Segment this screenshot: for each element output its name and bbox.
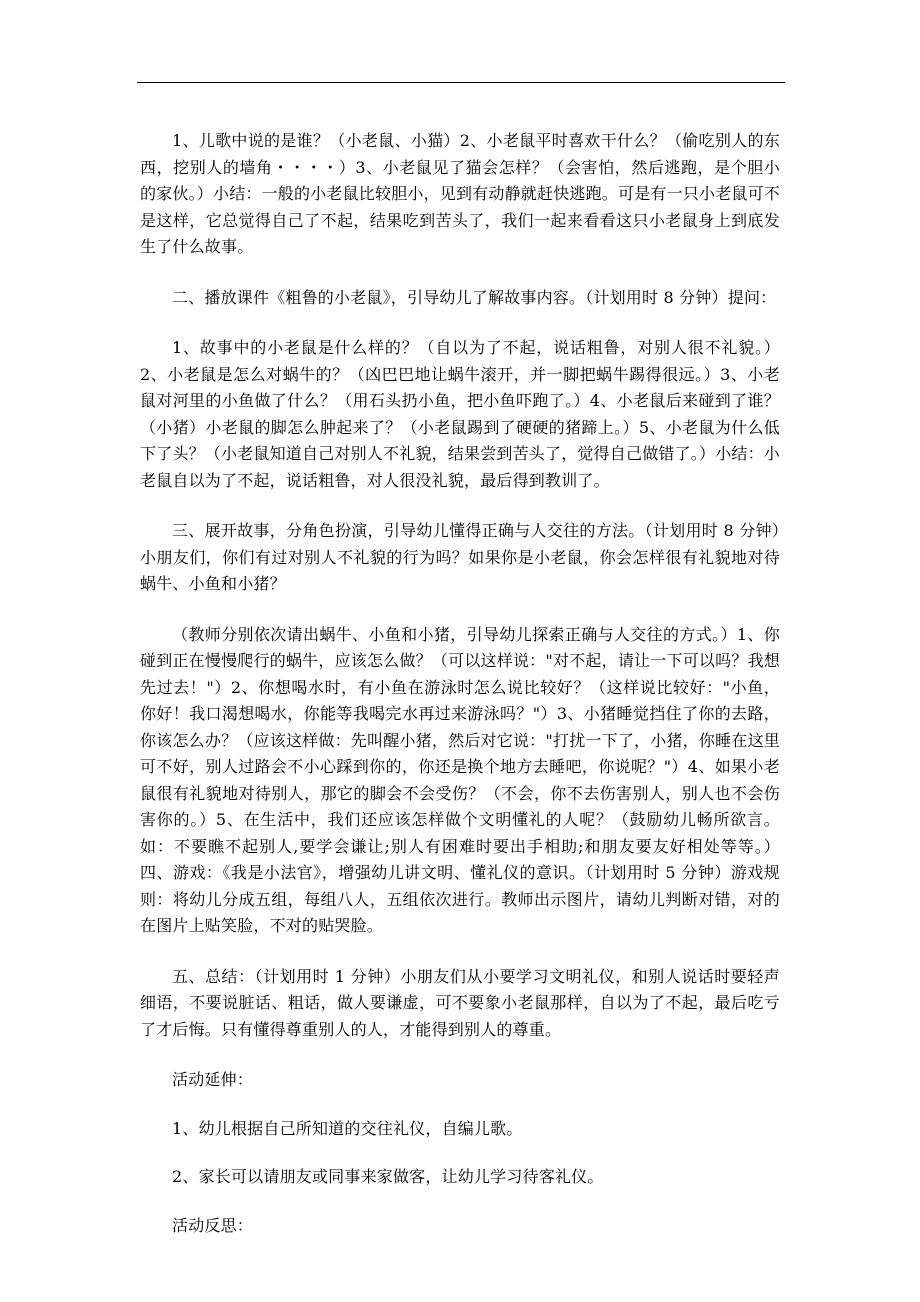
paragraph-extension-heading: 活动延伸： [172, 1070, 254, 1089]
paragraph-section-two-heading: 二、播放课件《粗鲁的小老鼠》，引导幼儿了解故事内容。（计划用时 8 分钟）提问： [172, 287, 777, 307]
paragraph-section-three: 三、展开故事，分角色扮演，引导幼儿懂得正确与人交往的方法。（计划用时 8 分钟）小朋友们，你们有过对别人不礼貌的行为吗？如果你是小老鼠，你会怎样很有礼貌地对待蜗牛、小鱼和小猪？ [140, 521, 780, 593]
paragraph-story-questions: 1、故事中的小老鼠是什么样的？（自以为了不起，说话粗鲁，对别人很不礼貌。）2、小老鼠是怎么对蜗牛的？（凶巴巴地让蜗牛滚开，并一脚把蜗牛踢得很远。）3、小老鼠对河里的小鱼做了什么？（用石头扔小鱼，把小鱼吓跑了。）4、小老鼠后来碰到了谁？（小猪）小老鼠的脚怎么肿起来了？（小老鼠踢到了硬硬的猪蹄上。）5、小老鼠为什么低下了头？（小老鼠知道自己对别人不礼貌，结果尝到苦头了，觉得自己做错了。）小结：小老鼠自以为了不起，说话粗鲁，对人很没礼貌，最后得到教训了。 [140, 338, 781, 490]
paragraph-role-play: （教师分别依次请出蜗牛、小鱼和小猪，引导幼儿探索正确与人交往的方式。）1、你碰到正在慢慢爬行的蜗牛，应该怎么做？（可以这样说："对不起，请让一下可以吗？我想先过去！"）2、你想喝水时，有小鱼在游泳时怎么说比较好？（这样说比较好："小鱼，你好！我口渴想喝水，你能等我喝完水再过来游泳吗？"）3、小猪睡觉挡住了你的去路，你该怎么办？（应该这样做：先叫醒小猪，然后对它说："打扰一下了，小猪，你睡在这里可不好，别人过路会不小心踩到你的，你还是换个地方去睡吧，你说呢？"）4、如果小老鼠很有礼貌地对待别人，那它的脚会不会受伤？（不会，你不去伤害别人，别人也不会伤害你的。）5、在生活中，我们还应该怎样做个文明懂礼的人呢？（鼓励幼儿畅所欲言。如：不要瞧不起别人,要学会谦让;别人有困难时要出手相助;和朋友要友好相处等等。）四、游戏：《我是小法官》，增强幼儿讲文明、懂礼仪的意识。（计划用时 5 分钟）游戏规则：将幼儿分成五组，每组八人，五组依次进行。教师出示图片，请幼儿判断对错，对的在图片上贴笑脸，不对的贴哭脸。 [140, 624, 780, 935]
paragraph-nursery-rhyme-questions: 1、儿歌中说的是谁？（小老鼠、小猫）2、小老鼠平时喜欢干什么？（偷吃别人的东西，挖别人的墙角・・・・）3、小老鼠见了猫会怎样？（会害怕，然后逃跑，是个胆小的家伙。）小结：一般的小老鼠比较胆小，见到有动静就赶快逃跑。可是有一只小老鼠可不是这样，它总觉得自己了不起，结果吃到苦头了，我们一起来看看这只小老鼠身上到底发生了什么故事。 [140, 131, 781, 256]
paragraph-extension-item-1: 1、幼儿根据自己所知道的交往礼仪，自编儿歌。 [172, 1118, 523, 1138]
paragraph-reflection-heading: 活动反思： [172, 1215, 254, 1235]
header-rule [137, 82, 785, 83]
paragraph-extension-item-2: 2、家长可以请朋友或同事来家做客，让幼儿学习待客礼仪。 [172, 1167, 604, 1186]
paragraph-summary: 五、总结：（计划用时 1 分钟）小朋友们从小要学习文明礼仪，和别人说话时要轻声细语，不要说脏话、粗话，做人要谦虚，可不要象小老鼠那样，自以为了不起，最后吃亏了才后悔。只有懂得尊重别人的人，才能得到别人的尊重。 [140, 966, 780, 1039]
document-body [140, 128, 780, 1261]
